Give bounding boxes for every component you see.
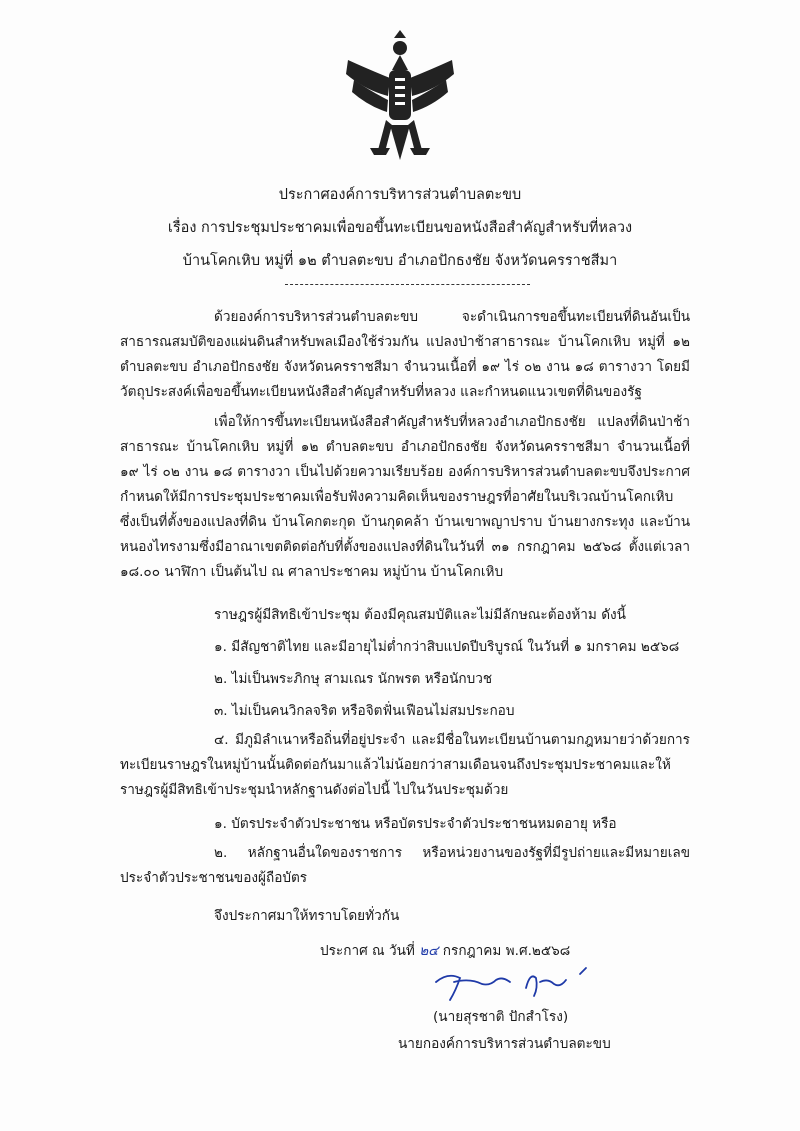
header-divider <box>285 284 530 285</box>
qualification-item-3: ๓. ไม่เป็นคนวิกลจริต หรือจิตฟั่นเฟือนไม่สมประกอบ <box>214 703 515 719</box>
handwritten-signature-icon <box>430 960 610 1010</box>
paragraph-1: ด้วยองค์การบริหารส่วนตำบลตะขบ จะดำเนินการขอขึ้นทะเบียนที่ดินอันเป็นสาธารณสมบัติของแผ่นดินสำหรับพลเมืองใช้ร่วมกัน แปลงป่าช้าสาธารณะ บ้านโคกเหิบ หมู่ที่ ๑๒ ตำบลตะขบ อำเภอปักธงชัย จังหวัดนครราชสีมา จำนวนเนื้อที่ ๑๙ ไร่ ๐๒ งาน ๑๘ ตารางวา โดยมีวัตถุประสงค์เพื่อขอขึ้นทะเบียนหนังสือสำคัญสำหรับที่หลวง และกำหนดแนวเขตที่ดินของรัฐ <box>120 309 690 400</box>
announcement-title: ประกาศองค์การบริหารส่วนตำบลตะขบ <box>278 187 522 203</box>
qualification-item-1: ๑. มีสัญชาติไทย และมีอายุไม่ต่ำกว่าสิบแปดปีบริบูรณ์ ในวันที่ ๑ มกราคม ๒๕๖๘ <box>214 639 680 655</box>
closing-statement: จึงประกาศมาให้ทราบโดยทั่วกัน <box>214 908 400 924</box>
date-month-year: กรกฎาคม พ.ศ.๒๕๖๘ <box>442 943 571 959</box>
qualification-item-4: ๔. มีภูมิลำเนาหรือถิ่นที่อยู่ประจำ และมีชื่อในทะเบียนบ้านตามกฎหมายว่าด้วยการทะเบียนราษฎรในหมู่บ้านนั้นติดต่อกันมาแล้วไม่น้อยกว่าสามเดือนจนถึงประชุมประชาคมและให้ราษฎรผู้มีสิทธิเข้าประชุมนำหลักฐานดังต่อไปนี้ ไปในวันประชุมด้วย <box>120 732 690 798</box>
signatory-name: (นายสุรชาติ ปักสำโรง) <box>433 1009 569 1025</box>
document-item-2: ๒. หลักฐานอื่นใดของราชการ หรือหน่วยงานของรัฐที่มีรูปถ่ายและมีหมายเลขประจำตัวประชาชนของผู้ถือบัตร <box>120 845 690 886</box>
announcement-date <box>320 939 570 961</box>
garuda-emblem-icon <box>340 30 460 165</box>
signatory-position: นายกองค์การบริหารส่วนตำบลตะขบ <box>398 1036 611 1052</box>
date-prefix: ประกาศ ณ วันที่ <box>320 943 415 959</box>
announcement-subject: เรื่อง การประชุมประชาคมเพื่อขอขึ้นทะเบียนขอหนังสือสำคัญสำหรับที่หลวง <box>167 220 633 236</box>
announcement-location: บ้านโคกเหิบ หมู่ที่ ๑๒ ตำบลตะขบ อำเภอปักธงชัย จังหวัดนครราชสีมา <box>182 253 618 269</box>
date-day-handwritten: ๒๔ <box>419 943 439 959</box>
qualification-item-2: ๒. ไม่เป็นพระภิกษุ สามเณร นักพรต หรือนักบวช <box>214 671 493 687</box>
document-item-1: ๑. บัตรประจำตัวประชาชน หรือบัตรประจำตัวประชาชนหมดอายุ หรือ <box>214 816 617 832</box>
qualification-intro: ราษฎรผู้มีสิทธิเข้าประชุม ต้องมีคุณสมบัติและไม่มีลักษณะต้องห้าม ดังนี้ <box>214 607 626 623</box>
paragraph-2: เพื่อให้การขึ้นทะเบียนหนังสือสำคัญสำหรับที่หลวงอำเภอปักธงชัย แปลงที่ดินป่าช้าสาธารณะ บ้านโคกเหิบ หมู่ที่ ๑๒ ตำบลตะขบ อำเภอปักธงชัย จังหวัดนครราชสีมา จำนวนเนื้อที่ ๑๙ ไร่ ๐๒ งาน ๑๘ ตารางวา เป็นไปด้วยความเรียบร้อย องค์การบริหารส่วนตำบลตะขบจึงประกาศกำหนดให้มีการประชุมประชาคมเพื่อรับฟังความคิดเห็นของราษฎรที่อาศัยในบริเวณบ้านโคกเหิบ ซึ่งเป็นที่ตั้งของแปลงที่ดิน บ้านโคกตะกุด บ้านกุดคล้า บ้านเขาพญาปราบ บ้านยางกระทุง และบ้านหนองไทรงามซึ่งมีอาณาเขตติดต่อกับที่ตั้งของแปลงที่ดินในวันที่ ๓๑ กรกฎาคม ๒๕๖๘ ตั้งแต่เวลา ๑๘.๐๐ นาฬิกา เป็นต้นไป ณ ศาลาประชาคม หมู่บ้าน บ้านโคกเหิบ <box>120 414 690 580</box>
